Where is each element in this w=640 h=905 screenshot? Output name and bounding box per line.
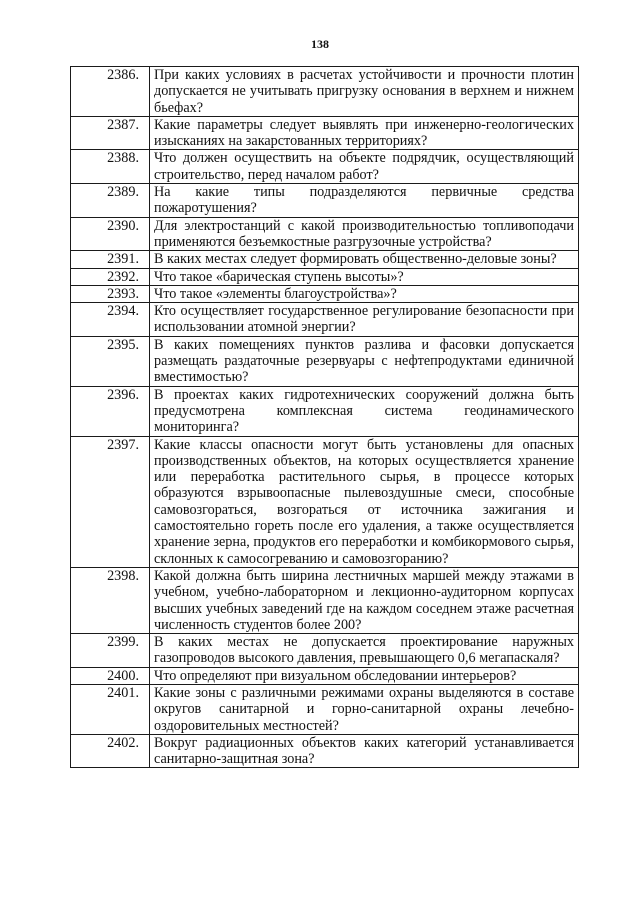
question-text: Что такое «барическая ступень высоты»? bbox=[150, 268, 579, 285]
table-row bbox=[71, 251, 579, 268]
table-row bbox=[71, 217, 579, 251]
question-number: 2395. bbox=[71, 336, 150, 386]
question-number: 2396. bbox=[71, 386, 150, 436]
table-row bbox=[71, 116, 579, 150]
question-text: Что определяют при визуальном обследовании интерьеров? bbox=[150, 667, 579, 684]
table-row bbox=[71, 567, 579, 633]
question-number: 2397. bbox=[71, 436, 150, 567]
question-text: Вокруг радиационных объектов каких категорий устанавливается санитарно-защитная зона? bbox=[150, 734, 579, 768]
page-number: 138 bbox=[311, 37, 329, 51]
question-number: 2387. bbox=[71, 116, 150, 150]
question-text: Какой должна быть ширина лестничных маршей между этажами в учебном, учебно-лабораторном и лекционно-аудиторном корпусах высших учебных заведений где на каждом соседнем этаже расчетная численность студентов более 200? bbox=[150, 567, 579, 633]
table-row bbox=[71, 150, 579, 184]
questions-table bbox=[70, 66, 579, 768]
question-number: 2394. bbox=[71, 303, 150, 337]
table-row bbox=[71, 268, 579, 285]
table-row bbox=[71, 684, 579, 734]
table-row bbox=[71, 303, 579, 337]
question-number: 2398. bbox=[71, 567, 150, 633]
table-row bbox=[71, 667, 579, 684]
question-text: Какие классы опасности могут быть установлены для опасных производственных объектов, на которых осуществляется хранение или переработка растительного сырья, в процессе которых образуются взрывоопасные пылевоздушные смеси, способные самовозгораться, возгораться от источника зажигания и самостоятельно гореть после его удаления, а также осуществляется хранение зерна, продуктов его переработки и комбикормового сырья, склонных к самосогреванию и самовозгоранию? bbox=[150, 436, 579, 567]
table-row bbox=[71, 184, 579, 218]
question-number: 2386. bbox=[71, 67, 150, 117]
question-text: Какие параметры следует выявлять при инженерно-геологических изысканиях на закарстованных территориях? bbox=[150, 116, 579, 150]
table-row bbox=[71, 285, 579, 302]
question-text: При каких условиях в расчетах устойчивости и прочности плотин допускается не учитывать пригрузку основания в верхнем и нижнем бьефах? bbox=[150, 67, 579, 117]
question-number: 2390. bbox=[71, 217, 150, 251]
question-text: В каких местах следует формировать общественно-деловые зоны? bbox=[150, 251, 579, 268]
table-row bbox=[71, 386, 579, 436]
question-text: На какие типы подразделяются первичные средства пожаротушения? bbox=[150, 184, 579, 218]
question-number: 2400. bbox=[71, 667, 150, 684]
question-number: 2391. bbox=[71, 251, 150, 268]
table-row bbox=[71, 634, 579, 668]
table-row bbox=[71, 734, 579, 768]
question-text: Для электростанций с какой производительностью топливоподачи применяются безъемкостные разгрузочные устройства? bbox=[150, 217, 579, 251]
question-text: Кто осуществляет государственное регулирование безопасности при использовании атомной энергии? bbox=[150, 303, 579, 337]
question-text: В проектах каких гидротехнических сооружений должна быть предусмотрена комплексная система геодинамического мониторинга? bbox=[150, 386, 579, 436]
question-number: 2393. bbox=[71, 285, 150, 302]
question-text: Что должен осуществить на объекте подрядчик, осуществляющий строительство, перед началом работ? bbox=[150, 150, 579, 184]
question-text: В каких местах не допускается проектирование наружных газопроводов высокого давления, превышающего 0,6 мегапаскаля? bbox=[150, 634, 579, 668]
question-number: 2389. bbox=[71, 184, 150, 218]
question-number: 2401. bbox=[71, 684, 150, 734]
question-number: 2399. bbox=[71, 634, 150, 668]
table-row bbox=[71, 336, 579, 386]
table-row bbox=[71, 67, 579, 117]
question-number: 2402. bbox=[71, 734, 150, 768]
question-number: 2388. bbox=[71, 150, 150, 184]
question-text: Какие зоны с различными режимами охраны выделяются в составе округов санитарной и горно-санитарной охраны лечебно-оздоровительных местностей? bbox=[150, 684, 579, 734]
question-text: Что такое «элементы благоустройства»? bbox=[150, 285, 579, 302]
question-number: 2392. bbox=[71, 268, 150, 285]
question-text: В каких помещениях пунктов разлива и фасовки допускается размещать раздаточные резервуары с нефтепродуктами единичной вместимостью? bbox=[150, 336, 579, 386]
table-row bbox=[71, 436, 579, 567]
